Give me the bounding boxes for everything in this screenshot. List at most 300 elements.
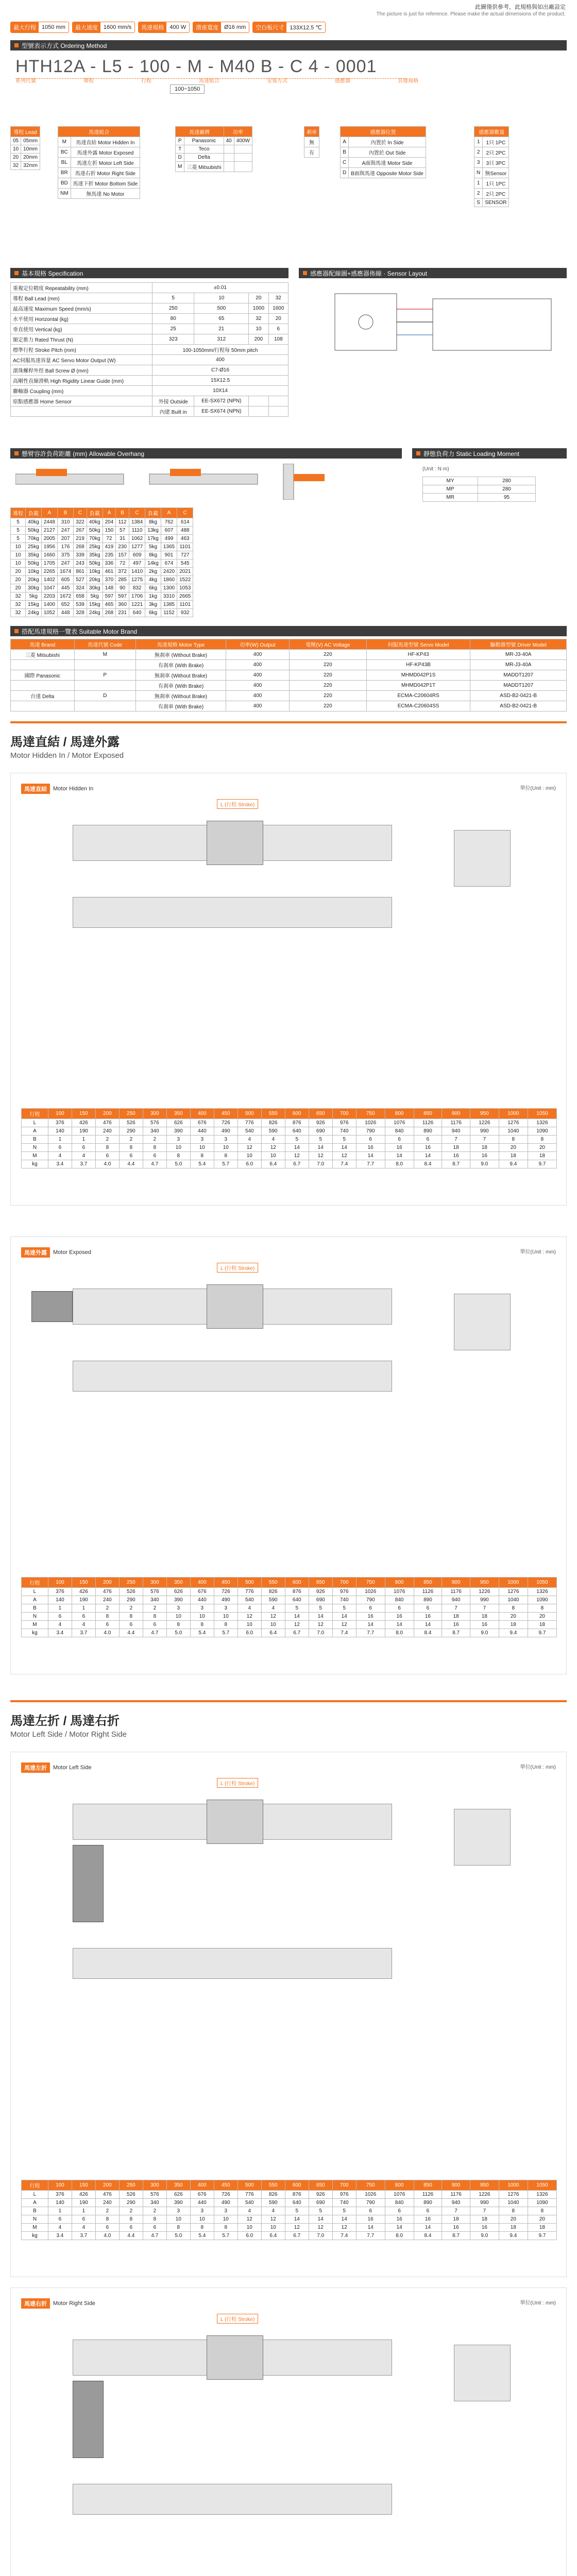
- cell: 1365: [161, 543, 177, 551]
- cell: A: [341, 137, 349, 147]
- cell: 4.0: [95, 2232, 119, 2240]
- cell: 12: [237, 1144, 261, 1152]
- cell: 9.4: [499, 1629, 528, 1637]
- cell: 6: [385, 1604, 414, 1613]
- section-title: 馬達左折 / 馬達右折: [10, 1714, 120, 1728]
- dim-row: [22, 2232, 557, 2240]
- head-cell: 350: [166, 1578, 190, 1588]
- cell: 376: [48, 2191, 72, 2199]
- cell: 95: [478, 494, 536, 502]
- actuator-side-view: [73, 2484, 392, 2515]
- cell: 10: [237, 1152, 261, 1160]
- cell: 3: [214, 1604, 237, 1613]
- overhang-header: [10, 448, 402, 459]
- cell: 4.4: [119, 1160, 143, 1168]
- cell: 8: [528, 2207, 556, 2215]
- cell: 16: [356, 1613, 385, 1621]
- cell: 597: [116, 592, 129, 601]
- cell: 5: [309, 1136, 332, 1144]
- cell: 8.0: [385, 2232, 414, 2240]
- bullet-icon: [14, 451, 19, 455]
- cell: 31: [116, 535, 129, 543]
- cell: 1522: [177, 576, 193, 584]
- cell: 有刹車 (With Brake): [135, 681, 226, 691]
- cell: 12: [309, 1621, 332, 1629]
- cell: 16: [385, 1613, 414, 1621]
- cell: 2: [119, 1604, 143, 1613]
- overhang-diagrams: [15, 464, 397, 500]
- drawing-panel-left: [10, 1752, 567, 2277]
- head-cell: 750: [356, 2180, 385, 2191]
- cell: BL: [58, 158, 71, 168]
- cell: 無刹車 (Without Brake): [135, 650, 226, 660]
- head-cell: 650: [309, 1109, 332, 1119]
- cell: 12: [237, 2215, 261, 2224]
- cell: 1860: [161, 576, 177, 584]
- head-cell: 400: [190, 2180, 214, 2191]
- cell: 6: [119, 1152, 143, 1160]
- overhang-row: [11, 518, 193, 527]
- cell: 740: [332, 2199, 356, 2207]
- cell: 3.7: [72, 2232, 95, 2240]
- cell: 940: [442, 2199, 470, 2207]
- cell: 6: [72, 1144, 95, 1152]
- cell: 1276: [499, 1588, 528, 1596]
- cell: 90: [116, 584, 129, 592]
- cell: 1400: [41, 601, 57, 609]
- cell: 247: [57, 560, 73, 568]
- cell: 32: [11, 592, 26, 601]
- cell: 426: [72, 2191, 95, 2199]
- cell: 14: [414, 1152, 442, 1160]
- dim-row: [22, 2199, 557, 2207]
- cell: N: [22, 2215, 48, 2224]
- cell: 776: [237, 2191, 261, 2199]
- cell: 890: [414, 2199, 442, 2207]
- head-cell: 行程: [22, 1578, 48, 1588]
- cell: 9.4: [499, 2232, 528, 2240]
- cell: [11, 701, 75, 711]
- cell: 448: [57, 609, 73, 617]
- cell: 190: [72, 1596, 95, 1604]
- cell: 876: [285, 2191, 309, 2199]
- cell: 70kg: [26, 535, 42, 543]
- cell: 5: [309, 2207, 332, 2215]
- cell: 18: [528, 2224, 556, 2232]
- cell: 1101: [177, 601, 193, 609]
- cell: 7.0: [309, 2232, 332, 2240]
- cell: 8: [499, 1604, 528, 1613]
- cell: 14: [309, 1613, 332, 1621]
- cell: 726: [214, 2191, 237, 2199]
- spec-cell: 導程 Ball Lead (mm): [11, 293, 152, 303]
- cell: 5: [11, 518, 26, 527]
- cell: 無Sensor: [483, 168, 509, 178]
- cell: 463: [177, 535, 193, 543]
- cell: kg: [22, 1629, 48, 1637]
- cell: 1226: [470, 2191, 499, 2199]
- cell: 2265: [41, 568, 57, 576]
- spec-cell: 1600: [268, 303, 288, 314]
- dimension-table: [21, 2180, 557, 2240]
- overhang-row: [11, 609, 193, 617]
- overhang-row: [11, 592, 193, 601]
- cell: 400: [226, 660, 290, 670]
- cell: 6: [95, 2224, 119, 2232]
- cell: 372: [116, 568, 129, 576]
- cell: 1277: [129, 543, 145, 551]
- actuator-end-view: [454, 1809, 511, 1866]
- cell: 14: [285, 2215, 309, 2224]
- cell: 40kg: [87, 518, 103, 527]
- cell: B: [341, 147, 349, 158]
- cell: 376: [48, 1588, 72, 1596]
- head-cell: 700: [332, 1578, 356, 1588]
- cell: 10: [11, 560, 26, 568]
- cell: 6: [414, 1136, 442, 1144]
- cell: 1276: [499, 2191, 528, 2199]
- head-cell: 900: [442, 1109, 470, 1119]
- cell: 12: [285, 1152, 309, 1160]
- cell: 461: [103, 568, 116, 576]
- cell: 20: [499, 1144, 528, 1152]
- head-cell: 600: [285, 1578, 309, 1588]
- cell: 6kg: [145, 584, 161, 592]
- cell: 6: [119, 2224, 143, 2232]
- cell: 640: [285, 2199, 309, 2207]
- spec-cell: 最高速度 Maximum Speed (mm/s): [11, 303, 152, 314]
- pill-motor: [138, 22, 190, 33]
- dim-header-row: [22, 2180, 557, 2191]
- spec-cell: 6: [268, 324, 288, 334]
- spec-cell: [249, 396, 268, 406]
- cell: 16: [414, 1613, 442, 1621]
- spec-row: [11, 293, 288, 303]
- motor-brand-row: [11, 670, 567, 681]
- cell: 6.0: [237, 1629, 261, 1637]
- carriage: [207, 821, 263, 865]
- cell: NM: [58, 189, 71, 199]
- overhang-title: 懸臂容許負荷距離 (mm) Allowable Overhang: [22, 450, 145, 457]
- cell: 1706: [129, 592, 145, 601]
- cell: 16: [414, 1144, 442, 1152]
- overhang-head-cell: B: [57, 508, 73, 518]
- head-cell: 400: [190, 1578, 214, 1588]
- cell: 5kg: [145, 543, 161, 551]
- cell: 5.7: [214, 2232, 237, 2240]
- spec-cell: 原點感應器 Home Sensor: [11, 396, 152, 406]
- cell: 有: [304, 147, 319, 158]
- cell: 5.0: [166, 2232, 190, 2240]
- drawing-tag-en: Motor Right Side: [53, 2300, 95, 2307]
- cell: 290: [119, 1127, 143, 1136]
- spec-cell: 25: [152, 324, 194, 334]
- cell: 40: [224, 137, 234, 145]
- cell: 9.7: [528, 1160, 556, 1168]
- cell: C: [341, 158, 349, 168]
- spec-cell: 108: [268, 334, 288, 345]
- cell: 1176: [442, 1119, 470, 1127]
- cell: 1126: [414, 1119, 442, 1127]
- cell: 24kg: [87, 609, 103, 617]
- cell: 4: [72, 2224, 95, 2232]
- cell: 7: [442, 1136, 470, 1144]
- cell: 18: [470, 2215, 499, 2224]
- cell: 8: [143, 2215, 166, 2224]
- cell: 12: [237, 1613, 261, 1621]
- head-cell: 450: [214, 1578, 237, 1588]
- cell: N: [22, 1613, 48, 1621]
- cell: 605: [57, 576, 73, 584]
- brand-options: 馬達廠牌 功率 P Panasonic 40 400W T Teco D Delta M 三菱 Mitsubishi: [175, 126, 252, 172]
- cell: 690: [309, 1596, 332, 1604]
- cell: 247: [57, 527, 73, 535]
- ordering-label: 系列代號: [15, 78, 36, 84]
- cell: 5.4: [190, 1629, 214, 1637]
- dim-row: [22, 1119, 557, 1127]
- cell: M: [22, 1621, 48, 1629]
- cell: 4.4: [119, 2232, 143, 2240]
- head-cell: 550: [261, 1109, 285, 1119]
- head-cell: 850: [414, 1109, 442, 1119]
- pill-speed: [72, 22, 135, 33]
- spec-cell: 滾珠螺桿外徑 Ball Screw Ø (mm): [11, 365, 152, 376]
- cell: 2: [474, 147, 483, 158]
- cell: 3只 3PC: [483, 158, 509, 168]
- cell: B: [22, 2207, 48, 2215]
- cell: 876: [285, 1588, 309, 1596]
- section-title: 馬達直結 / 馬達外露: [10, 735, 120, 749]
- cell: 240: [95, 2199, 119, 2207]
- cell: 840: [385, 2199, 414, 2207]
- head-cell: 800: [385, 1578, 414, 1588]
- cell: 12: [309, 1152, 332, 1160]
- cell: 2kg: [145, 568, 161, 576]
- cell: 140: [48, 1127, 72, 1136]
- cell: 18: [528, 1152, 556, 1160]
- cell: 526: [119, 1588, 143, 1596]
- cell: 1053: [177, 584, 193, 592]
- cell: 322: [74, 518, 87, 527]
- overhang-head-cell: A: [103, 508, 116, 518]
- cell: 8: [190, 2224, 214, 2232]
- cell: 190: [72, 1127, 95, 1136]
- cell: B面與馬達: [351, 171, 375, 177]
- cell: 8.0: [385, 1629, 414, 1637]
- section-subtitle: Motor Left Side / Motor Right Side: [10, 1730, 127, 1739]
- cell: 16: [356, 1144, 385, 1152]
- cell: 35kg: [87, 551, 103, 560]
- cell: 12: [261, 1613, 285, 1621]
- head-cell: 700: [332, 2180, 356, 2191]
- cell: 4: [48, 1152, 72, 1160]
- spec-row: [11, 396, 288, 406]
- overhang-head-cell: C: [74, 508, 87, 518]
- cell: 5: [11, 527, 26, 535]
- cell: 426: [72, 1119, 95, 1127]
- cell: 05mm: [21, 137, 40, 145]
- spec-cell: 高剛性直線滑軌 High Rigidity Linear Guide (mm): [11, 376, 152, 386]
- cell: 1326: [528, 2191, 556, 2199]
- overhang-row: [11, 535, 193, 543]
- cell: 18: [442, 1613, 470, 1621]
- cell: 16: [356, 2215, 385, 2224]
- cell: 14: [385, 1152, 414, 1160]
- cell: 1226: [470, 1588, 499, 1596]
- cell: 12: [332, 2224, 356, 2232]
- cell: 24kg: [26, 609, 42, 617]
- cell: BC: [58, 147, 71, 158]
- cell: 10: [166, 1613, 190, 1621]
- cell: 6: [356, 1604, 385, 1613]
- cell: 6.0: [237, 1160, 261, 1168]
- spec-cell: [268, 406, 288, 417]
- spec-cell: 外接 Outside: [152, 396, 194, 406]
- cell: 10: [11, 145, 21, 154]
- cell: 7.7: [356, 2232, 385, 2240]
- cell: 14: [285, 1613, 309, 1621]
- cell: 3: [214, 1136, 237, 1144]
- head-cell: 500: [237, 2180, 261, 2191]
- cell: 626: [166, 2191, 190, 2199]
- cell: 607: [161, 527, 177, 535]
- head-cell: 300: [143, 1578, 166, 1588]
- cell: 2127: [41, 527, 57, 535]
- cell: ECMA-C20604RS: [366, 691, 470, 701]
- cell: 4: [237, 1604, 261, 1613]
- pill-key: 最大行程: [11, 22, 39, 32]
- cell: 8kg: [145, 551, 161, 560]
- cell: 2021: [177, 568, 193, 576]
- cell: 790: [356, 1596, 385, 1604]
- motor-combo-options: 馬達組合 M 馬達直結 Motor Hidden In BC 馬達外露 Motor Exposed BL 馬達左折 Motor Left Side BR 馬達右折 Motor Right Side BD 馬達下折 Motor Bottom Side NM 無馬達 No Motor: [58, 126, 140, 199]
- cell: 18: [470, 1144, 499, 1152]
- cell: 10: [11, 551, 26, 560]
- cell: 20: [11, 584, 26, 592]
- cell: 1276: [499, 1119, 528, 1127]
- cell: 14: [385, 2224, 414, 2232]
- cell: 9.0: [470, 1629, 499, 1637]
- pill-key: 空白板尺寸: [253, 22, 286, 32]
- cell: 16: [414, 2215, 442, 2224]
- cell: 4kg: [145, 576, 161, 584]
- cell: MHMD042P1S: [366, 670, 470, 681]
- spec-cell: 標準行程 Stroke Pitch (mm): [11, 345, 152, 355]
- cell: 290: [119, 2199, 143, 2207]
- spec-row: [11, 365, 288, 376]
- cell: 25kg: [26, 543, 42, 551]
- cell: 1040: [499, 1596, 528, 1604]
- spec-cell: [268, 396, 288, 406]
- cell: 72: [103, 535, 116, 543]
- spec-cell: 32: [249, 314, 268, 324]
- cell: 18: [442, 2215, 470, 2224]
- bullet-icon: [303, 271, 307, 275]
- dim-row: [22, 1152, 557, 1160]
- cell: L: [22, 2191, 48, 2199]
- cell: BD: [58, 178, 71, 189]
- cell: 310: [57, 518, 73, 527]
- cell: [11, 681, 75, 691]
- cell: 1076: [385, 2191, 414, 2199]
- cell: 10: [190, 1144, 214, 1152]
- motor-brand-header-row: [11, 639, 567, 650]
- cell: 20: [499, 1613, 528, 1621]
- actuator-side-view: [73, 1948, 392, 1979]
- spec-cell: 20: [268, 314, 288, 324]
- cell: 990: [470, 2199, 499, 2207]
- cell: 890: [414, 1127, 442, 1136]
- cell: 976: [332, 1588, 356, 1596]
- cell: 497: [129, 560, 145, 568]
- cell: 590: [261, 2199, 285, 2207]
- cell: 內置於 Out Side: [349, 147, 426, 158]
- cell: 3.4: [48, 1629, 72, 1637]
- cell: 6: [48, 1144, 72, 1152]
- spec-row: [11, 406, 288, 417]
- cell: 220: [289, 701, 366, 711]
- head-cell: 1000: [499, 1578, 528, 1588]
- head-cell: 1050: [528, 1109, 556, 1119]
- cell: 16: [385, 1144, 414, 1152]
- cell: 740: [332, 1596, 356, 1604]
- cell: 5.4: [190, 2232, 214, 2240]
- cell: 990: [470, 1127, 499, 1136]
- head-cell: 550: [261, 2180, 285, 2191]
- cell: 8: [143, 1613, 166, 1621]
- spec-cell: 內建 Built in: [152, 406, 194, 417]
- spec-cell: [11, 406, 152, 417]
- cell: 2005: [41, 535, 57, 543]
- cell: 440: [190, 1596, 214, 1604]
- cell: 220: [289, 660, 366, 670]
- cell: ASD-B2-0421-B: [470, 701, 567, 711]
- cell: 1090: [528, 2199, 556, 2207]
- cell: M: [176, 162, 184, 172]
- cell: 10: [190, 2215, 214, 2224]
- head-cell: 450: [214, 1109, 237, 1119]
- cell: 10: [237, 1621, 261, 1629]
- cell: 545: [177, 560, 193, 568]
- dim-row: [22, 1596, 557, 1604]
- cell: 6: [143, 1621, 166, 1629]
- cell: 20: [11, 568, 26, 576]
- cell: 7.0: [309, 1160, 332, 1168]
- cell: 204: [103, 518, 116, 527]
- cell: 762: [161, 518, 177, 527]
- cell: 6: [143, 1152, 166, 1160]
- ordering-header: [10, 40, 567, 50]
- cell: 240: [95, 1127, 119, 1136]
- head-cell: 200: [95, 1578, 119, 1588]
- cell: 6: [95, 1621, 119, 1629]
- cell: 16: [470, 1152, 499, 1160]
- cell: 50kg: [87, 560, 103, 568]
- cell: 231: [116, 609, 129, 617]
- cell: 876: [285, 1119, 309, 1127]
- cell: 340: [143, 2199, 166, 2207]
- overhang-row: [11, 584, 193, 592]
- cell: 324: [74, 584, 87, 592]
- drawing-tag: [21, 1247, 94, 1258]
- head-cell: 馬達 Brand: [11, 639, 75, 650]
- cell: 10: [166, 2215, 190, 2224]
- cell: 926: [309, 1119, 332, 1127]
- header-note: [377, 4, 566, 17]
- cell: 4.7: [143, 2232, 166, 2240]
- cell: HF-KP43: [366, 650, 470, 660]
- cell: B: [22, 1136, 48, 1144]
